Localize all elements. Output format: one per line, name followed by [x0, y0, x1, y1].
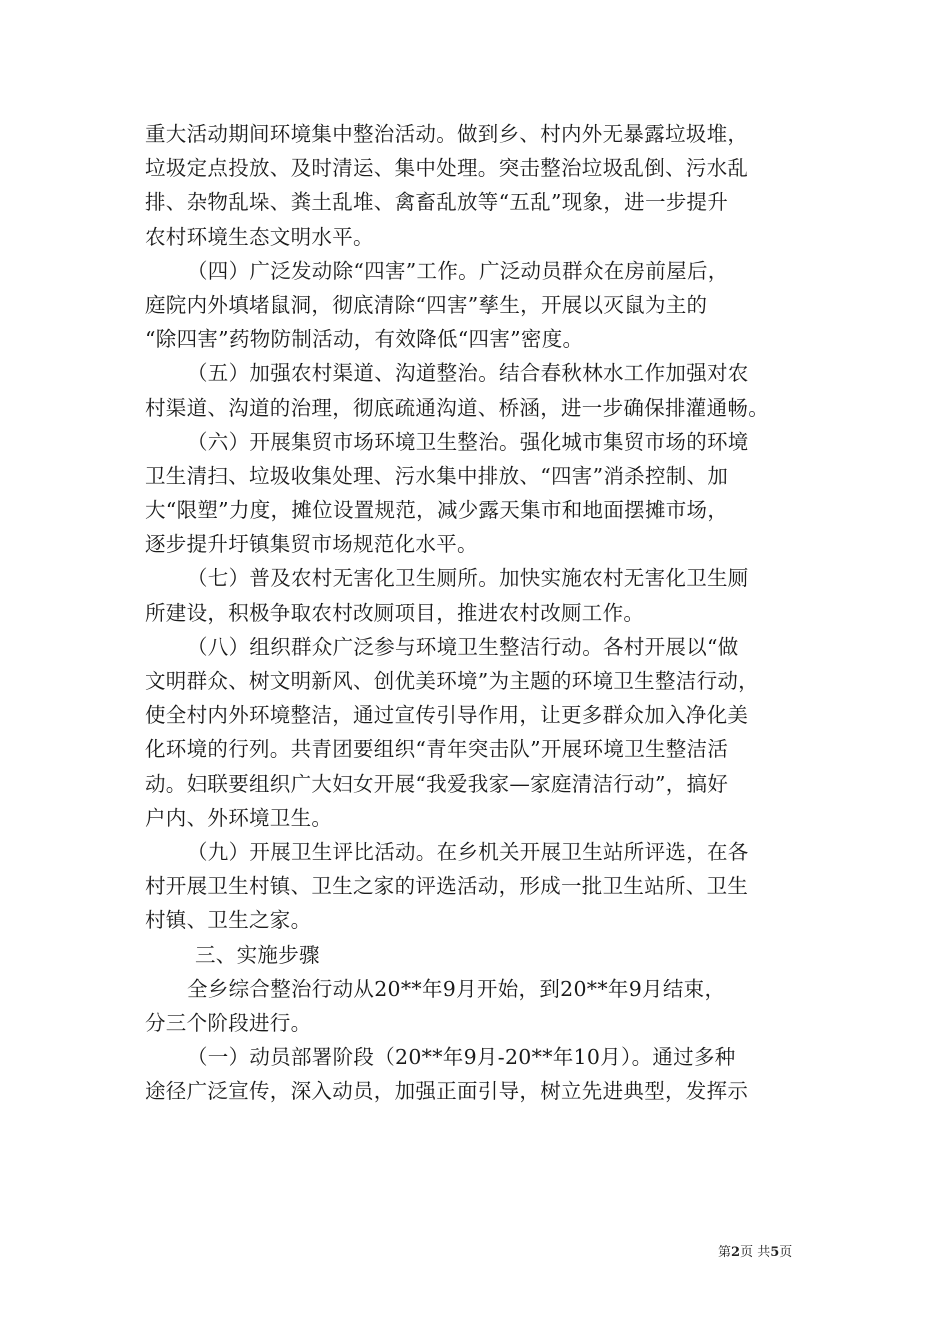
page-footer: [718, 1245, 792, 1261]
text-line: 户内、外环境卫生。: [145, 805, 333, 830]
text-line: 动。妇联要组织广大妇女开展“我爱我家—家庭清洁行动”，搞好: [145, 771, 729, 796]
text-line: 垃圾定点投放、及时清运、集中处理。突击整治垃圾乱倒、污水乱: [145, 156, 749, 181]
paragraph-start-line: （四）广泛发动除“四害”工作。广泛动员群众在房前屋后，: [187, 258, 729, 283]
text-line: 分三个阶段进行。: [145, 1010, 312, 1035]
footer-middle: 页 共: [740, 1245, 771, 1260]
text-line: 重大活动期间环境集中整治活动。做到乡、村内外无暴露垃圾堆，: [145, 122, 749, 146]
text-line: 所建设，积极争取农村改厕项目，推进农村改厕工作。: [145, 600, 645, 625]
text-line: 逐步提升圩镇集贸市场规范化水平。: [145, 532, 478, 557]
paragraph-start-line: （九）开展卫生评比活动。在乡机关开展卫生站所评选，在各: [187, 839, 749, 864]
paragraph-start-line: 全乡综合整治行动从20**年9月开始，到20**年9月结束，: [187, 976, 726, 1001]
current-page-number: 2: [731, 1245, 741, 1260]
text-line: 大“限塑”力度，摊位设置规范，减少露天集市和地面摆摊市场，: [145, 498, 729, 523]
text-line: “除四害”药物防制活动，有效降低“四害”密度。: [145, 327, 584, 352]
text-line: 村渠道、沟道的治理，彻底疏通沟道、桥涵，进一步确保排灌通畅。: [145, 395, 769, 420]
text-line: 文明群众、树文明新风、创优美环境”为主题的环境卫生整洁行动，: [145, 669, 759, 693]
text-line: 村镇、卫生之家。: [145, 908, 312, 933]
footer-suffix: 页: [779, 1245, 793, 1260]
paragraph-start-line: （一）动员部署阶段（20**年9月-20**年10月）。通过多种: [187, 1045, 736, 1070]
text-line: 途径广泛宣传，深入动员，加强正面引导，树立先进典型，发挥示: [145, 1079, 749, 1104]
text-line: 排、杂物乱垛、粪土乱堆、禽畜乱放等“五乱”现象，进一步提升: [145, 190, 729, 215]
paragraph-start-line: （七）普及农村无害化卫生厕所。加快实施农村无害化卫生厕: [187, 566, 749, 591]
text-line: 村开展卫生村镇、卫生之家的评选活动，形成一批卫生站所、卫生: [145, 874, 749, 899]
text-line: 化环境的行列。共青团要组织“青年突击队”开展环境卫生整洁活: [145, 737, 729, 762]
total-pages-number: 5: [770, 1245, 780, 1260]
document-body: [145, 117, 810, 1108]
paragraph-start-line: （六）开展集贸市场环境卫生整治。强化城市集贸市场的环境: [187, 429, 749, 454]
text-line: 卫生清扫、垃圾收集处理、污水集中排放、“四害”消杀控制、加: [145, 463, 729, 488]
section-heading: 三、实施步骤: [195, 942, 320, 967]
paragraph-start-line: （八）组织群众广泛参与环境卫生整洁行动。各村开展以“做: [187, 634, 739, 659]
text-line: 使全村内外环境整洁，通过宣传引导作用，让更多群众加入净化美: [145, 703, 749, 728]
footer-prefix: 第: [718, 1245, 732, 1260]
text-line: 庭院内外填堵鼠洞，彻底清除“四害”孳生，开展以灭鼠为主的: [145, 292, 708, 317]
text-line: 农村环境生态文明水平。: [145, 224, 374, 249]
paragraph-start-line: （五）加强农村渠道、沟道整治。结合春秋林水工作加强对农: [187, 361, 749, 386]
